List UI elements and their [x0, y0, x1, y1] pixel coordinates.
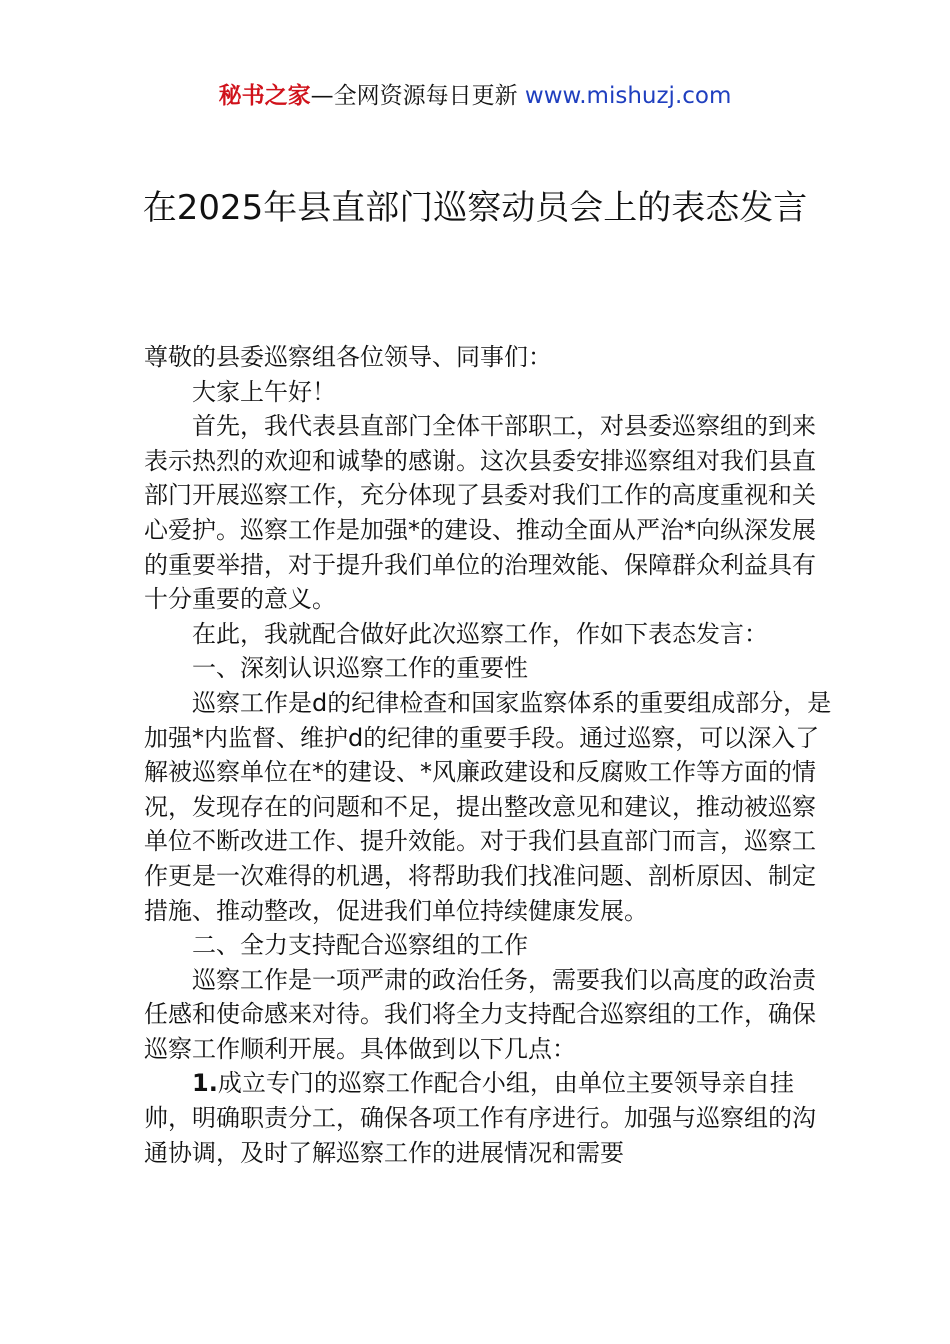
section-heading-2: 二、全力支持配合巡察组的工作 — [192, 931, 528, 960]
paragraph-section-1: 巡察工作是d的纪律检查和国家监察体系的重要组成部分，是加强*内监督、维护d的纪律的重要手段。通过巡察，可以深入了解被巡察单位在*的建设、*风廉政建设和反腐败工作等方面的情况，发现存在的问题和不足，提出整改意见和建议，推动被巡察单位不断改进工作、提升效能。对于我们县直部门而言，巡察工作更是一次难得的机遇，将帮助我们找准问题、剖析原因、制定措施、推动整改，促进我们单位持续健康发展。 — [144, 688, 832, 925]
list-item-text: 成立专门的巡察工作配合小组，由单位主要领导亲自挂帅，明确职责分工，确保各项工作有序进行。加强与巡察组的沟通协调，及时了解巡察工作的进展情况和需要 — [144, 1069, 816, 1167]
header-tagline: —全网资源每日更新 — [310, 83, 525, 109]
document-title: 在2025年县直部门巡察动员会上的表态发言 — [142, 188, 808, 228]
site-url-link[interactable]: www.mishuzj.com — [524, 83, 732, 109]
section-heading-1: 一、深刻认识巡察工作的重要性 — [192, 654, 528, 683]
site-header — [0, 80, 950, 112]
greeting: 大家上午好！ — [192, 377, 336, 406]
list-item-1 — [144, 1066, 834, 1170]
list-item-number: 1. — [192, 1069, 218, 1098]
paragraph-section-2: 巡察工作是一项严肃的政治任务，需要我们以高度的政治责任感和使命感来对待。我们将全力支持配合巡察组的工作，确保巡察工作顺利开展。具体做到以下几点： — [144, 965, 816, 1063]
document-body — [144, 340, 834, 1170]
paragraph-intro: 首先，我代表县直部门全体干部职工，对县委巡察组的到来表示热烈的欢迎和诚挚的感谢。这次县委安排巡察组对我们县直部门开展巡察工作，充分体现了县委对我们工作的高度重视和关心爱护。巡察工作是加强*的建设、推动全面从严治*向纵深发展的重要举措，对于提升我们单位的治理效能、保障群众利益具有十分重要的意义。 — [144, 412, 816, 614]
salutation: 尊敬的县委巡察组各位领导、同事们： — [144, 343, 552, 371]
brand-name: 秘书之家 — [218, 83, 311, 109]
paragraph-statement: 在此，我就配合做好此次巡察工作，作如下表态发言： — [192, 619, 768, 648]
